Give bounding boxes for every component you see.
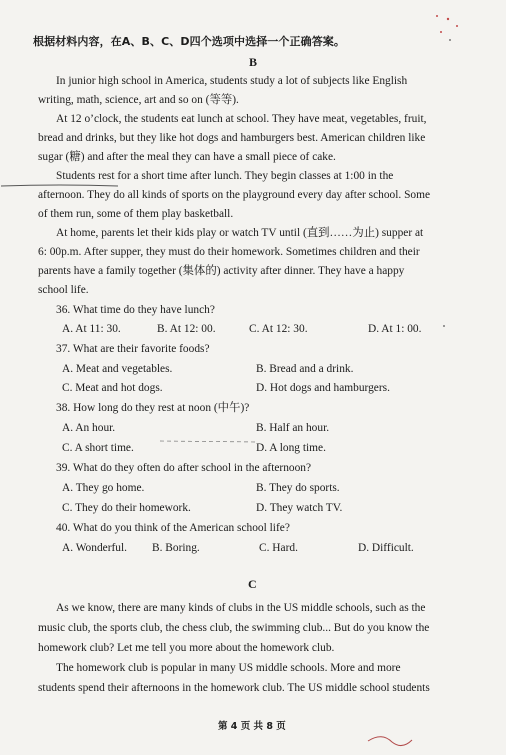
- red-pen-dot: [456, 25, 458, 27]
- answer-option-b: B. They do sports.: [256, 482, 340, 494]
- passage-b-line: afternoon. They do all kinds of sports on the playground every day after school. Some: [38, 189, 431, 201]
- answer-option-d: D. A long time.: [256, 442, 326, 454]
- passage-b-line: sugar (糖) and after the meal they can have a small piece of cake.: [38, 151, 336, 163]
- passage-b-line: 6: 00p.m. After supper, they must do their homework. Sometimes children and their: [38, 246, 420, 258]
- question-stem: 38. How long do they rest at noon (中午)?: [56, 402, 250, 414]
- answer-option-a: A. They go home.: [62, 482, 145, 494]
- question-stem: 36. What time do they have lunch?: [56, 304, 215, 316]
- answer-option-c: C. They do their homework.: [62, 502, 191, 514]
- red-pen-dot: [447, 18, 449, 20]
- answer-option-d: D. At 1: 00.: [368, 323, 422, 335]
- question-stem: 37. What are their favorite foods?: [56, 343, 210, 355]
- answer-option-a: A. Wonderful.: [62, 542, 127, 554]
- question-stem: 40. What do you think of the American school life?: [56, 522, 290, 534]
- answer-option-c: C. A short time.: [62, 442, 134, 454]
- passage-b-line: bread and drinks, but they like hot dogs and hamburgers best. American children like: [38, 132, 426, 144]
- pen-dot: [443, 325, 445, 327]
- instruction-text: 根据材料内容，在A、B、C、D四个选项中选择一个正确答案。: [33, 35, 345, 48]
- answer-option-a: A. An hour.: [62, 422, 116, 434]
- passage-b-line: At home, parents let their kids play or watch TV until (直到……为止) supper at: [56, 227, 424, 239]
- stray-pen-line: [1, 185, 118, 186]
- page-footer: 第 4 页 共 8 页: [218, 721, 286, 732]
- answer-option-c: C. Hard.: [259, 542, 298, 554]
- passage-b-line: school life.: [38, 284, 89, 296]
- red-pen-dot: [436, 15, 438, 17]
- red-pen-mark: [368, 737, 412, 746]
- passage-b-line: of them run, some of them play basketball.: [38, 208, 234, 220]
- passage-c-line: homework club? Let me tell you more about the homework club.: [38, 642, 335, 654]
- passage-c-line: The homework club is popular in many US middle schools. More and more: [56, 662, 401, 674]
- passage-b-line: In junior high school in America, students study a lot of subjects like English: [56, 75, 408, 87]
- passage-b-line: Students rest for a short time after lunch. They begin classes at 1:00 in the: [56, 170, 394, 182]
- answer-option-a: A. At 11: 30.: [62, 323, 121, 335]
- answer-option-c: C. At 12: 30.: [249, 323, 308, 335]
- answer-option-b: B. Half an hour.: [256, 422, 330, 434]
- stray-pen-line: [160, 441, 258, 442]
- red-pen-dot: [440, 31, 442, 33]
- passage-b-line: parents have a family together (集体的) activity after dinner. They have a happy: [38, 265, 405, 277]
- answer-option-b: B. At 12: 00.: [157, 323, 216, 335]
- answer-option-b: B. Boring.: [152, 542, 200, 554]
- passage-c-line: music club, the sports club, the chess club, the swimming club... But do you know the: [38, 622, 430, 634]
- answer-option-d: D. Difficult.: [358, 542, 414, 554]
- section-c-heading: C: [248, 577, 257, 591]
- answer-option-c: C. Meat and hot dogs.: [62, 382, 163, 394]
- pen-dot: [449, 39, 451, 41]
- passage-b-line: At 12 o’clock, the students eat lunch at school. They have meat, vegetables, fruit,: [56, 113, 427, 125]
- passage-c-line: As we know, there are many kinds of clubs in the US middle schools, such as the: [56, 602, 426, 614]
- passage-b-line: writing, math, science, art and so on (等等).: [38, 94, 239, 106]
- answer-option-d: D. Hot dogs and hamburgers.: [256, 382, 390, 394]
- answer-option-a: A. Meat and vegetables.: [62, 363, 173, 375]
- answer-option-b: B. Bread and a drink.: [256, 363, 354, 375]
- question-stem: 39. What do they often do after school in the afternoon?: [56, 462, 312, 474]
- answer-option-d: D. They watch TV.: [256, 502, 343, 514]
- passage-c-line: students spend their afternoons in the homework club. The US middle school students: [38, 682, 430, 694]
- section-b-heading: B: [249, 55, 258, 69]
